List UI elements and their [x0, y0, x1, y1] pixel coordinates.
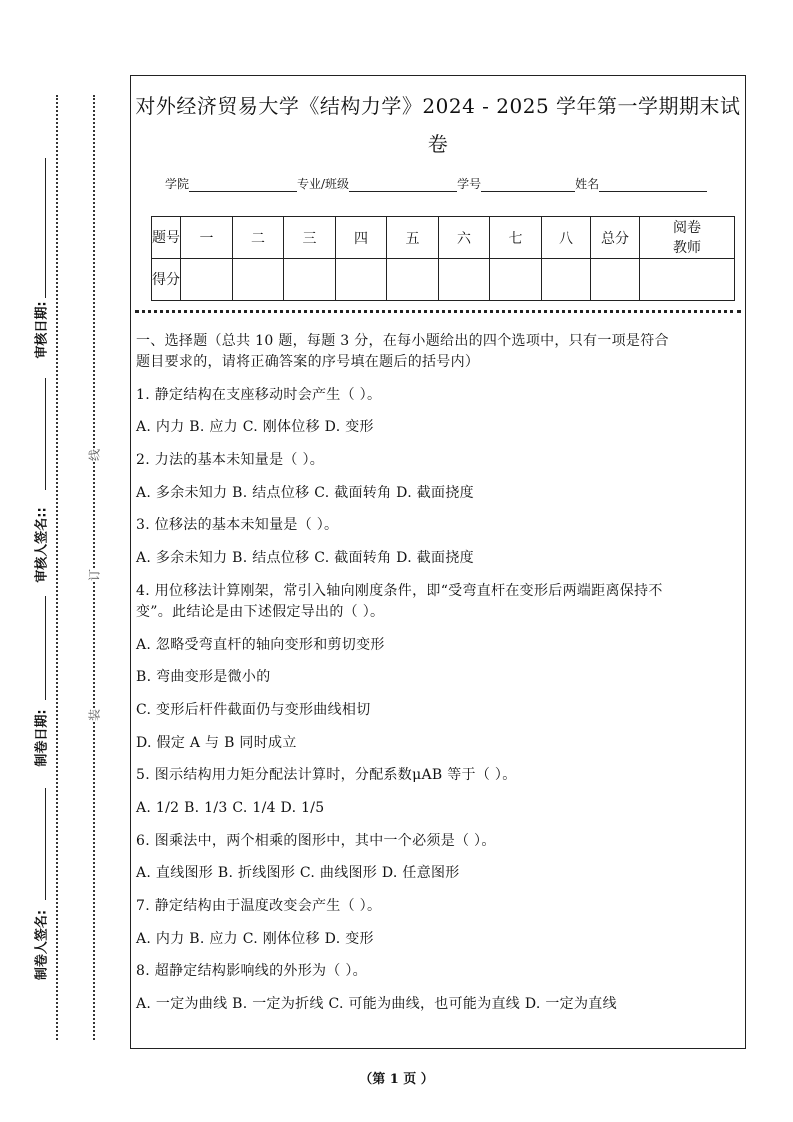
signature-line: [45, 788, 46, 900]
binding-dotted-line-inner: [93, 95, 95, 1040]
binding-dotted-line-outer: [56, 95, 58, 1040]
score-cell[interactable]: [181, 259, 233, 301]
major-class-label: 专业/班级: [297, 177, 350, 191]
table-row: [152, 259, 735, 301]
row-header-score: 得分: [152, 259, 181, 301]
text-line: A. 直线图形 B. 折线图形 C. 曲线图形 D. 任意图形: [136, 865, 460, 882]
question-stem: [136, 831, 742, 852]
question-stem: [136, 581, 742, 623]
paper-date-label: 制卷日期:: [34, 709, 50, 767]
binding-mark-line: 线: [87, 448, 102, 462]
answer-options: [136, 635, 742, 656]
text-line: A. 忽略受弯直杆的轴向变形和剪切变形: [136, 636, 385, 653]
score-cell[interactable]: [233, 259, 284, 301]
college-label: 学院: [165, 177, 190, 191]
score-cell[interactable]: [284, 259, 336, 301]
answer-options: [136, 417, 742, 438]
question-stem: [136, 896, 742, 917]
score-cell[interactable]: [542, 259, 591, 301]
text-line: 7. 静定结构由于温度改变会产生（ ）。: [136, 898, 382, 914]
column-header: 二: [233, 217, 284, 259]
question-stem: [136, 765, 742, 786]
answer-options: [136, 483, 742, 504]
answer-options: [136, 994, 742, 1015]
row-header-question-number: 题号: [152, 217, 181, 259]
question-stem: [136, 385, 742, 406]
text-line: A. 多余未知力 B. 结点位移 C. 截面转角 D. 截面挠度: [136, 484, 474, 501]
score-cell[interactable]: [387, 259, 439, 301]
text-line: 1. 静定结构在支座移动时会产生（ ）。: [136, 386, 382, 403]
text-line: A. 一定为曲线 B. 一定为折线 C. 可能为曲线，也可能为直线 D. 一定为直线: [136, 996, 617, 1013]
paper-maker-signature-label: 制卷人签名:: [34, 909, 50, 981]
college-field[interactable]: [189, 179, 297, 192]
reviewer-signature-label: 审核人签名::: [34, 507, 50, 583]
signature-line: [45, 378, 46, 490]
score-cell[interactable]: [640, 259, 735, 301]
student-id-label: 学号: [457, 177, 482, 191]
answer-options: [136, 733, 742, 754]
text-line: A. 1/2 B. 1/3 C. 1/4 D. 1/5: [136, 799, 325, 816]
text-line: C. 变形后杆件截面仍与变形曲线相切: [136, 701, 371, 718]
name-label: 姓名: [575, 177, 600, 191]
exam-page-frame: [130, 75, 746, 1049]
column-header: 七: [490, 217, 542, 259]
question-stem: [136, 961, 742, 982]
signature-line: [45, 158, 46, 298]
section-instructions: [136, 331, 742, 373]
score-cell[interactable]: [336, 259, 387, 301]
column-header: 一: [181, 217, 233, 259]
table-row: [152, 217, 735, 259]
name-field[interactable]: [599, 179, 707, 192]
text-line: 3. 位移法的基本未知量是（ ）。: [136, 517, 339, 534]
score-cell[interactable]: [439, 259, 490, 301]
text-line: 8. 超静定结构影响线的外形为（ ）。: [136, 963, 367, 980]
text-line: A. 内力 B. 应力 C. 刚体位移 D. 变形: [136, 930, 374, 947]
text-line: 4. 用位移法计算刚架，常引入轴向刚度条件，即“受弯直杆在变形后两端距离保持不: [136, 582, 663, 599]
column-header-total: 总分: [591, 217, 640, 259]
question-stem: [136, 450, 742, 471]
exam-title: 对外经济贸易大学《结构力学》2024 - 2025 学年第一学期期末试: [135, 94, 741, 118]
text-line: A. 多余未知力 B. 结点位移 C. 截面转角 D. 截面挠度: [136, 550, 474, 567]
text-line: B. 弯曲变形是微小的: [136, 669, 271, 686]
score-cell[interactable]: [591, 259, 640, 301]
column-header: 四: [336, 217, 387, 259]
score-cell[interactable]: [490, 259, 542, 301]
answer-options: [136, 863, 742, 884]
exam-title-continued: 卷: [427, 132, 449, 156]
instructions-line: 题目要求的，请将正确答案的序号填在题后的括号内）: [136, 354, 480, 370]
score-table: [151, 216, 735, 301]
student-info-row: [165, 175, 707, 192]
review-date-label: 审核日期:: [34, 301, 50, 359]
signature-line: [45, 596, 46, 700]
text-line: 6. 图乘法中，两个相乘的图形中，其中一个必须是（ ）。: [136, 832, 496, 849]
question-section: [136, 331, 742, 1027]
column-header: 六: [439, 217, 490, 259]
binding-mark-bind: 装: [87, 708, 102, 722]
column-header-grader: 阅卷教师: [640, 217, 735, 259]
column-header: 八: [542, 217, 591, 259]
text-line: 5. 图示结构用力矩分配法计算时，分配系数μAB 等于（ ）。: [136, 767, 517, 784]
major-class-field[interactable]: [349, 179, 457, 192]
column-header: 三: [284, 217, 336, 259]
answer-options: [136, 929, 742, 950]
column-header: 五: [387, 217, 439, 259]
answer-options: [136, 667, 742, 688]
answer-options: [136, 548, 742, 569]
page-number: （第 1 页 ）: [359, 1072, 434, 1087]
instructions-line: 一、选择题（总共 10 题，每题 3 分，在每小题给出的四个选项中，只有一项是符合: [136, 333, 669, 349]
binding-mark-staple: 订: [87, 568, 102, 582]
question-stem: [136, 515, 742, 536]
text-line: D. 假定 A 与 B 同时成立: [136, 734, 297, 751]
text-line: 2. 力法的基本未知量是（ ）。: [136, 452, 325, 469]
student-id-field[interactable]: [481, 179, 575, 192]
answer-options: [136, 798, 742, 819]
text-line: A. 内力 B. 应力 C. 刚体位移 D. 变形: [136, 419, 374, 436]
answer-options: [136, 700, 742, 721]
text-line: 变”。此结论是由下述假定导出的（ ）。: [136, 603, 385, 620]
header-divider: [135, 310, 741, 313]
